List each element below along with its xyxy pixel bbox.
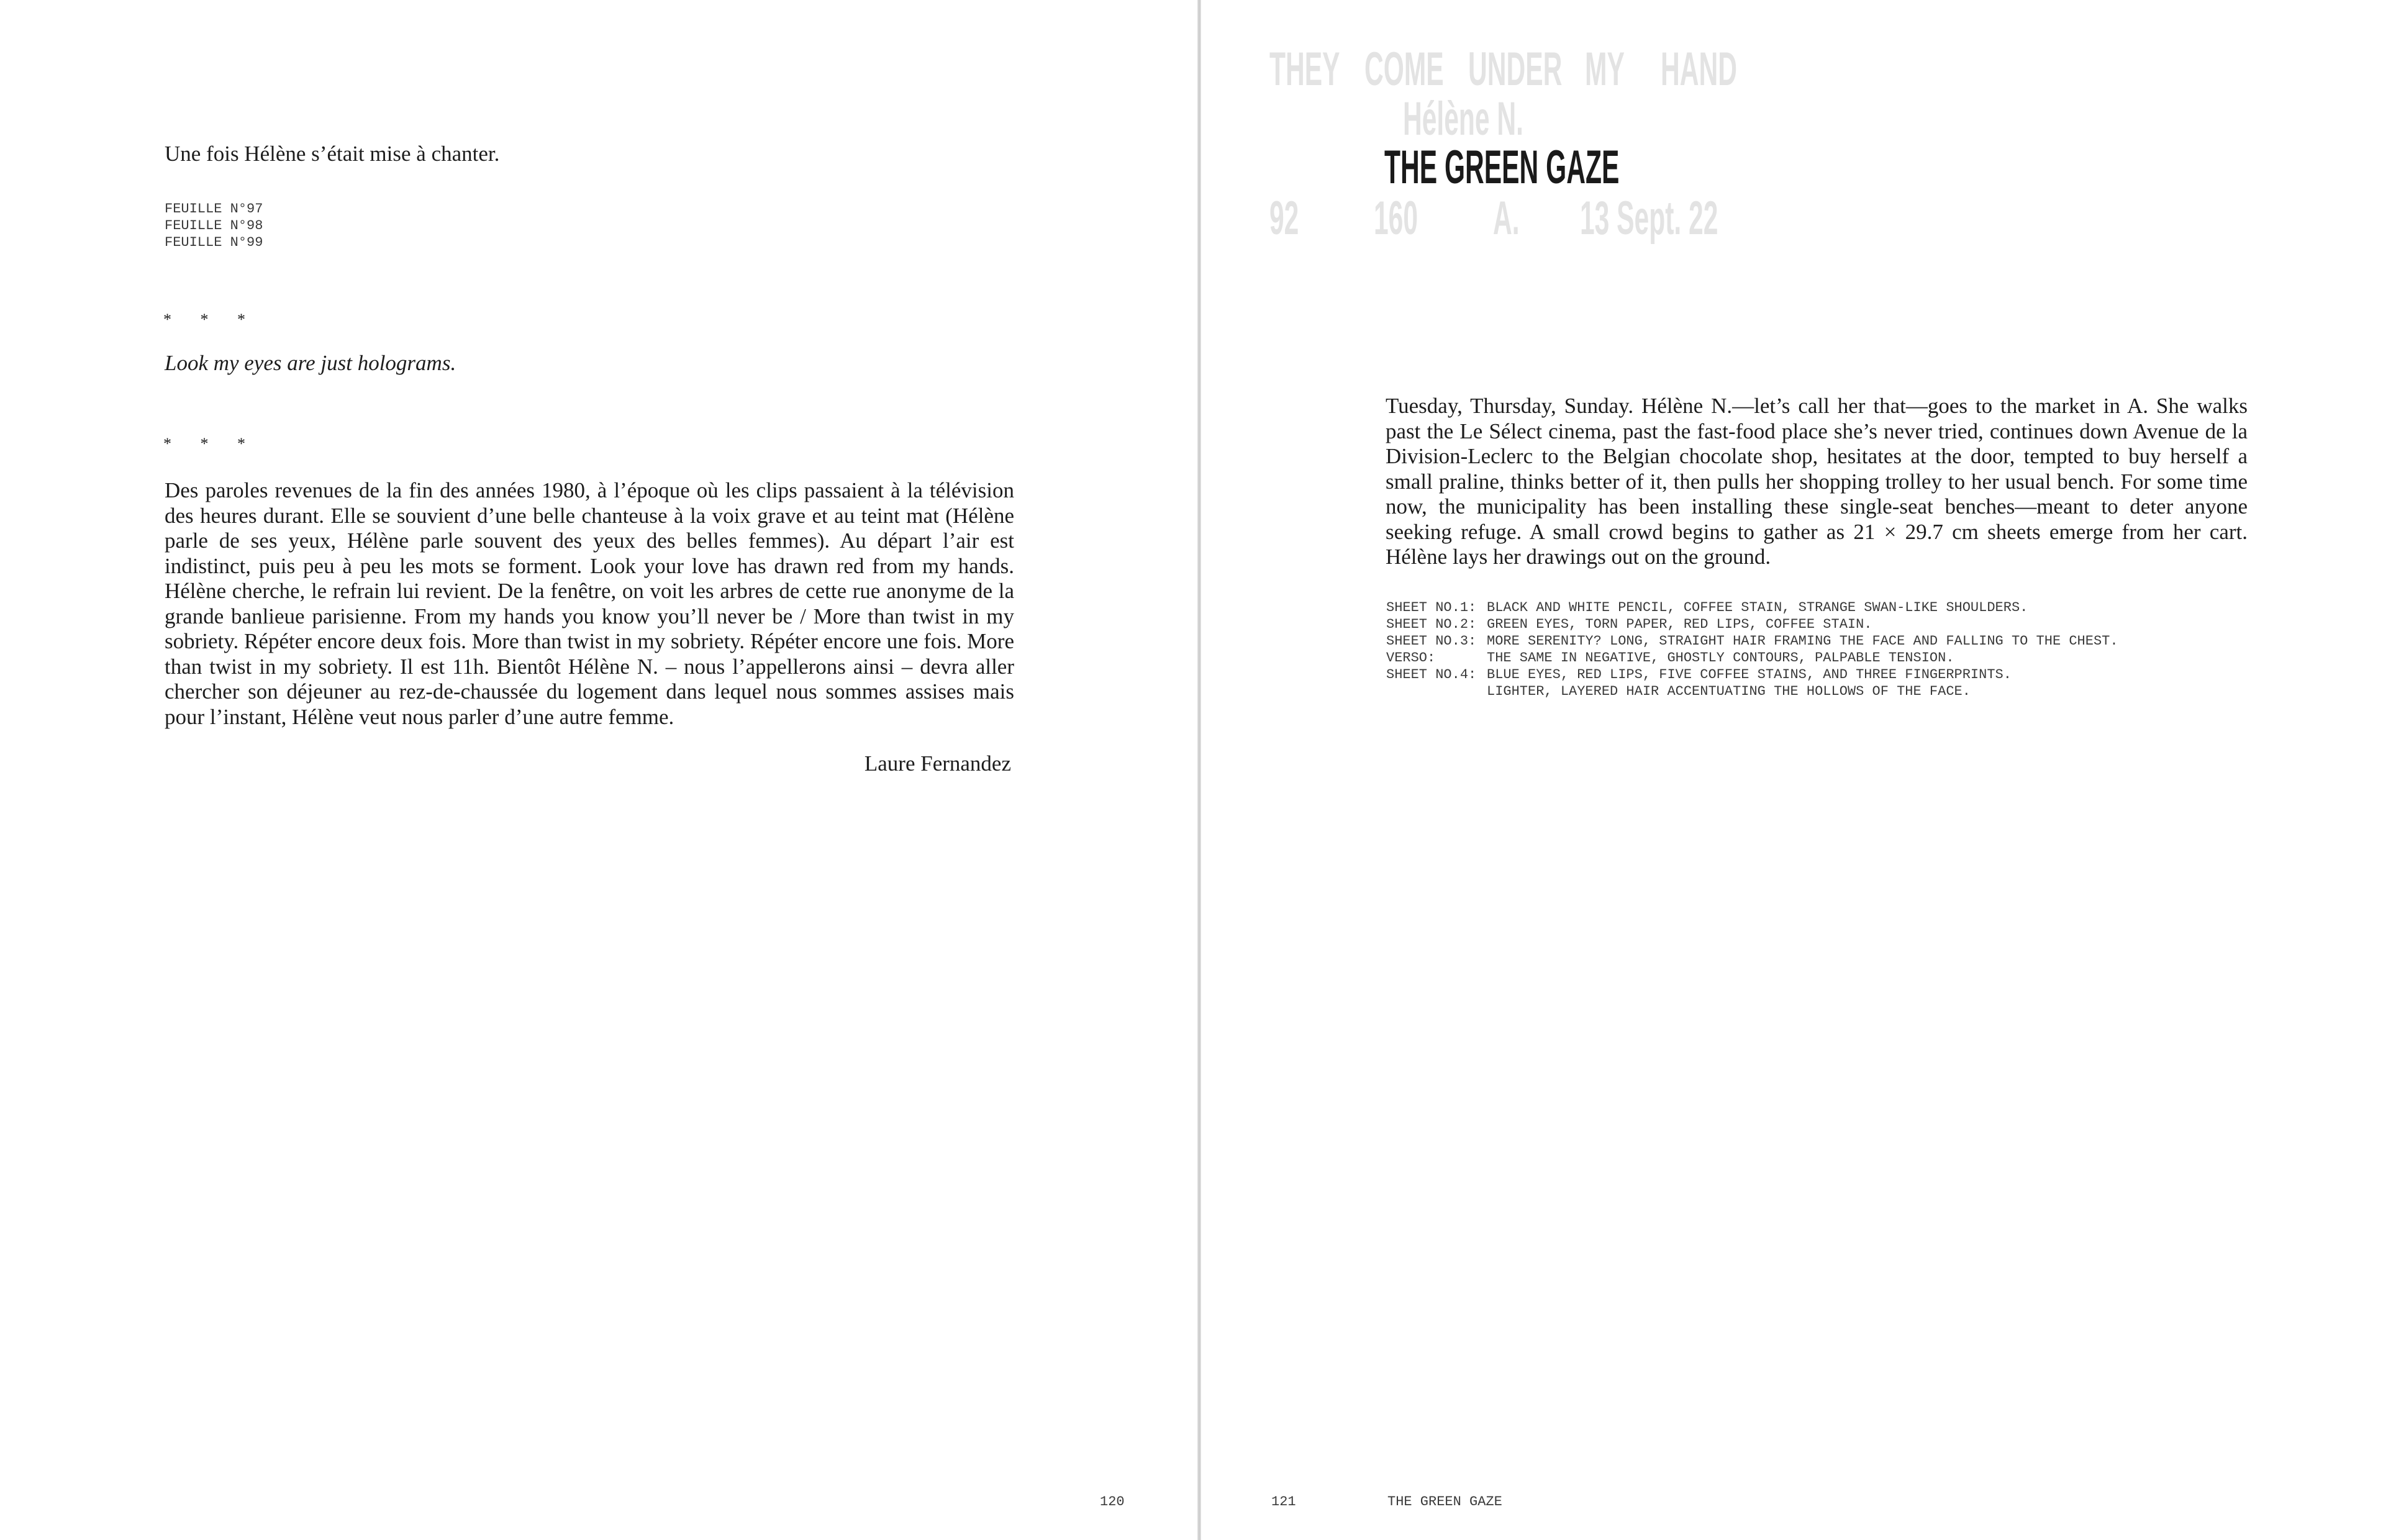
sheet-label <box>1386 683 1487 700</box>
sheet-text: THE SAME IN NEGATIVE, GHOSTLY CONTOURS, PALPABLE TENSION. <box>1487 650 1954 666</box>
sheet-row <box>1386 616 2118 633</box>
sheet-label: SHEET NO.2: <box>1386 617 1477 632</box>
sheet-label: SHEET NO.4: <box>1386 667 1477 682</box>
sheet-row <box>1386 666 2118 683</box>
page-number-right: 121 <box>1271 1494 1296 1510</box>
sheet-label: VERSO: <box>1386 650 1436 666</box>
sheet-row <box>1386 599 2118 616</box>
right-page <box>1201 0 2396 1540</box>
feuille-item: FEUILLE N°98 <box>165 218 263 233</box>
heading-word: COME <box>1364 43 1444 96</box>
heading-word: THEY <box>1269 43 1340 96</box>
section-separator: * * * <box>163 310 258 328</box>
sheet-list <box>1386 599 2118 700</box>
page-number-left: 120 <box>1100 1494 1125 1510</box>
subject-name: Hélène N. <box>1403 93 1523 145</box>
intro-line: Une fois Hélène s’était mise à chanter. <box>165 142 500 166</box>
sheet-text: MORE SERENITY? LONG, STRAIGHT HAIR FRAMING THE FACE AND FALLING TO THE CHEST. <box>1487 633 2118 649</box>
sheet-row <box>1386 650 2118 666</box>
running-footer-title: THE GREEN GAZE <box>1387 1494 1502 1510</box>
feuille-list <box>165 201 263 251</box>
hologram-line: Look my eyes are just holograms. <box>165 351 456 375</box>
right-body-paragraph: Tuesday, Thursday, Sunday. Hélène N.—let’s call her that—goes to the market in A. She walks past the Le Sélect cinema, past the fast-food place she’s never tried, continues down Avenue de la Division-Leclerc to the Belgian chocolate shop, hesitates at the door, tempted to buy herself a small praline, thinks better of it, then pulls her shopping trolley to her usual bench. For some time now, the municipality has been installing these single-seat benches—meant to deter anyone seeking refuge. A small crowd begins to gather as 21 × 29.7 cm sheets emerge from her cart. Hélène lays her drawings out on the ground. <box>1386 394 2248 569</box>
sheet-row <box>1386 633 2118 650</box>
heading-title <box>1269 143 1766 199</box>
sheet-text: BLACK AND WHITE PENCIL, COFFEE STAIN, STRANGE SWAN-LIKE SHOULDERS. <box>1487 600 2028 615</box>
left-page <box>0 0 1197 1540</box>
feuille-item: FEUILLE N°99 <box>165 235 263 250</box>
sheet-text: GREEN EYES, TORN PAPER, RED LIPS, COFFEE STAIN. <box>1487 617 1872 632</box>
heading-word: UNDER <box>1468 43 1563 96</box>
heading-number: A. <box>1493 192 1520 245</box>
feuille-item: FEUILLE N°97 <box>165 201 263 217</box>
main-title: THE GREEN GAZE <box>1384 141 1620 194</box>
heading-number: 13 Sept. 22 <box>1580 192 1718 245</box>
sheet-label: SHEET NO.3: <box>1386 633 1477 649</box>
left-body-paragraph: Des paroles revenues de la fin des années 1980, à l’époque où les clips passaient à la télévision des heures durant. Elle se souvient d’une belle chanteuse à la voix grave et au teint mat (Hélène parle de ses yeux, Hélène parle souvent des yeux des belles femmes). Au départ l’air est indistinct, puis peu à peu les mots se forment. Look your love has drawn red from my hands. Hélène cherche, le refrain lui revient. De la fenêtre, on voit les arbres de cette rue anonyme de la grande banlieue parisienne. From my hands you know you’ll never be / More than twist in my sobriety. Répéter encore deux fois. More than twist in my sobriety. Répéter encore une fois. More than twist in my sobriety. Il est 11h. Bientôt Hélène N. – nous l’appellerons ainsi – devra aller chercher son déjeuner au rez-de-chaussée du logement dans lequel nous sommes assises mais pour l’instant, Hélène veut nous parler d’une autre femme. <box>165 478 1014 729</box>
heading-number: 160 <box>1374 192 1418 245</box>
author-signature: Laure Fernandez <box>864 751 1011 776</box>
heading-row-numbers <box>1269 194 1766 250</box>
sheet-row <box>1386 683 2118 700</box>
section-separator: * * * <box>163 435 258 453</box>
sheet-label: SHEET NO.1: <box>1386 600 1477 615</box>
heading-number: 92 <box>1269 192 1299 245</box>
heading-word: HAND <box>1661 43 1737 96</box>
sheet-text: BLUE EYES, RED LIPS, FIVE COFFEE STAINS, AND THREE FINGERPRINTS. <box>1487 667 2012 682</box>
sheet-text: LIGHTER, LAYERED HAIR ACCENTUATING THE HOLLOWS OF THE FACE. <box>1487 684 1971 699</box>
heading-word: MY <box>1585 43 1625 96</box>
